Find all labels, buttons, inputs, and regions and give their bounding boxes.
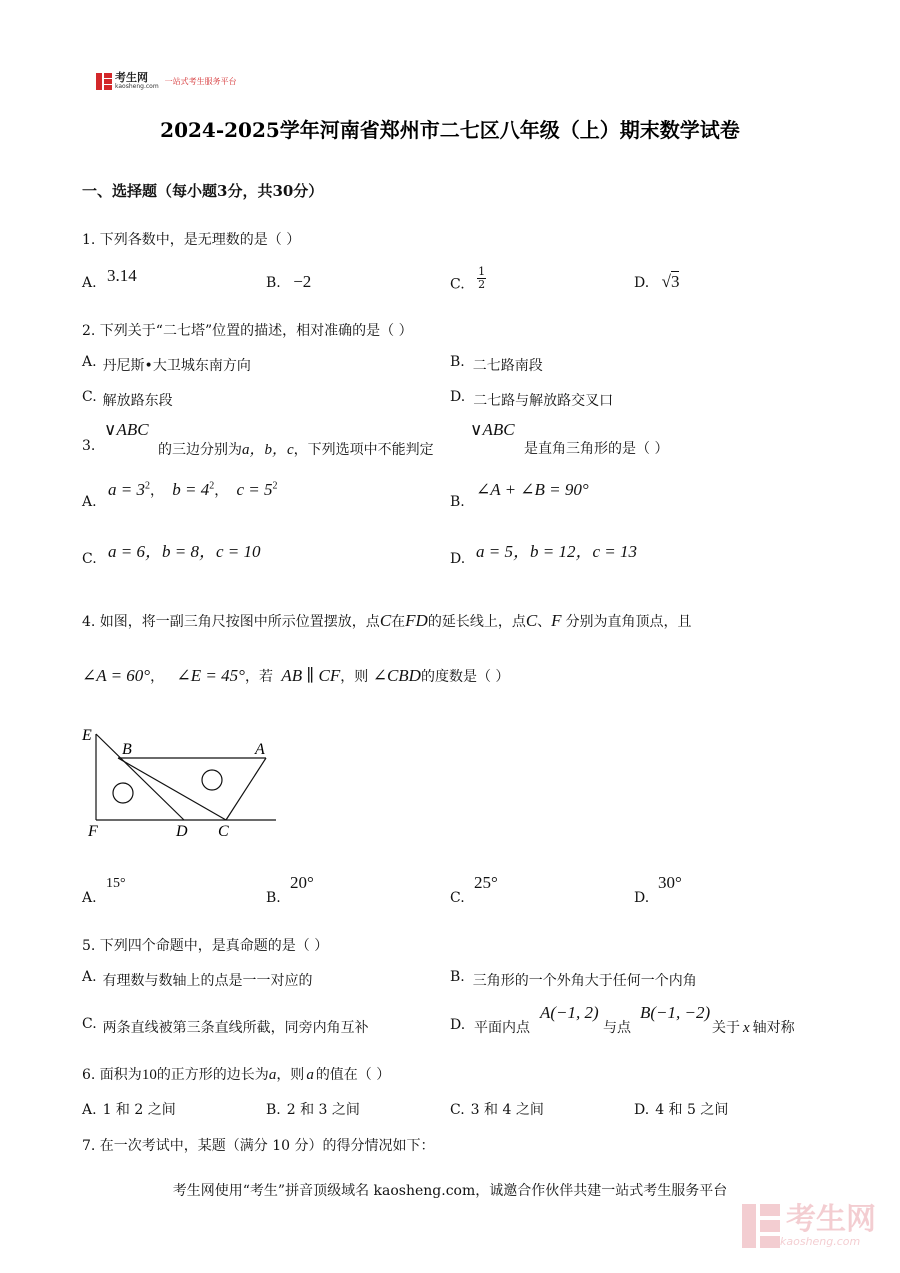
q4-d-label: D. (634, 890, 650, 906)
q3-option-c: a = 6，b = 8，c = 10 (108, 542, 261, 561)
q4-option-a: 15° (106, 876, 126, 891)
q5-stem: 5. 下列四个命题中，是真命题的是（ ） (82, 938, 329, 954)
brand-logo (96, 72, 237, 90)
q4-option-b: 20° (290, 873, 314, 892)
q3-b-label: B. (450, 494, 465, 510)
fig-hole-right (202, 770, 222, 790)
fig-label-b: B (122, 741, 132, 758)
q2-option-c: C. 解放路东段 (82, 389, 173, 409)
q1-option-c (450, 265, 486, 297)
section-heading: 一、选择题（每小题3分，共30分） (82, 182, 324, 200)
q1-stem: 1. 下列各数中，是无理数的是（ ） (82, 232, 301, 248)
q1-c-label: C. (450, 276, 465, 293)
page-title: 2024-2025学年河南省郑州市二七区八年级（上）期末数学试卷 (160, 118, 740, 142)
q5-option-a: A. 有理数与数轴上的点是一一对应的 (82, 969, 313, 989)
q5-point-b: B(−1, −2) (640, 1003, 711, 1022)
q2-stem: 2. 下列关于“二七塔”位置的描述，相对准确的是（ ） (82, 323, 413, 339)
fig-hole-left (113, 783, 133, 803)
fig-label-f: F (88, 823, 98, 840)
q7-stem: 7. 在一次考试中，某题（满分 10 分）的得分情况如下： (82, 1138, 435, 1154)
q3-stem: 的三边分别为a，b，c，下列选项中不能判定 (158, 442, 434, 458)
q4-option-d: 30° (658, 873, 682, 892)
q6-stem: 6. 面积为10的正方形的边长为a，则 a 的值在（ ） (82, 1067, 391, 1083)
q5-option-b: B. 三角形的一个外角大于任何一个内角 (450, 969, 697, 989)
fig-line-ed (96, 734, 184, 820)
q2-option-a: A. 丹尼斯•大卫城东南方向 (82, 354, 251, 374)
brand-logo-icon (96, 73, 112, 90)
logo-domain: kaosheng.com (115, 83, 159, 90)
q6-option-b: B. 2 和 3 之间 (266, 1102, 360, 1118)
q3-d-label: D. (450, 551, 466, 567)
q3-number: 3. (82, 438, 96, 454)
q1-a-value: 3.14 (107, 266, 137, 285)
q1-option-b (266, 272, 311, 292)
q1-c-denominator: 2 (478, 278, 486, 291)
q1-a-label: A. (82, 275, 97, 291)
q1-option-a (82, 266, 137, 292)
fig-line-bc (118, 758, 226, 820)
q1-b-label: B. (266, 275, 281, 291)
q1-option-d (634, 272, 679, 292)
q5-option-c: C. 两条直线被第三条直线所截，同旁内角互补 (82, 1016, 369, 1036)
q4-stem-line2: ∠A = 60°， ∠E = 45°，若 AB ∥ CF，则 ∠CBD的度数是（ ） (82, 666, 510, 685)
q1-b-value: −2 (293, 272, 312, 291)
sqrt-icon: √ (661, 272, 671, 291)
q3-stem-end: 是直角三角形的是（ ） (524, 441, 669, 457)
q1-d-value: √3 (661, 272, 680, 291)
q2-option-b: B. 二七路南段 (450, 354, 543, 374)
q1-d-label: D. (634, 275, 650, 291)
q4-c-label: C. (450, 890, 465, 906)
q1-c-fraction (477, 266, 486, 291)
q6-option-d: D. 4 和 5 之间 (634, 1102, 729, 1118)
watermark-domain: kaosheng.com (780, 1234, 861, 1248)
q6-option-a: A. 1 和 2 之间 (82, 1102, 176, 1118)
q3-a-label: A. (82, 494, 97, 510)
fig-label-e: E (82, 727, 92, 744)
q1-c-numerator: 1 (478, 265, 486, 278)
logo-name: 考生网 (115, 71, 148, 84)
q5-point-a: A(−1, 2) (540, 1003, 599, 1022)
watermark-name: 考生网 (786, 1201, 876, 1237)
q3-option-d: a = 5，b = 12，c = 13 (476, 542, 637, 561)
q3-option-b: ∠A + ∠B = 90° (476, 480, 589, 499)
q5-d-mid: 与点 (603, 1020, 631, 1036)
q4-a-label: A. (82, 890, 97, 906)
logo-slogan: 一站式考生服务平台 (164, 76, 237, 86)
fig-label-d: D (176, 823, 188, 840)
q3-triangle-2: ∨ABC (470, 420, 515, 439)
q5-d-end: 关于 x 轴对称 (712, 1020, 795, 1036)
q4-option-c: 25° (474, 873, 498, 892)
fig-label-a: A (255, 741, 265, 758)
q5-option-d: 平面内点 (474, 1020, 530, 1036)
q2-option-d: D. 二七路与解放路交叉口 (450, 389, 614, 409)
fig-label-c: C (218, 823, 229, 840)
footer-text: 考生网使用“考生”拼音顶级域名 kaosheng.com，诚邀合作伙伴共建一站式考生服务平台 (172, 1183, 728, 1199)
watermark (742, 1201, 876, 1248)
q5-d-label: D. (450, 1017, 466, 1033)
q3-triangle-1: ∨ABC (104, 420, 149, 439)
q4-figure (78, 722, 288, 844)
q3-option-a: $a = 3^2$， $b = 4^2$， $c = 5^2$ (108, 480, 278, 499)
q4-b-label: B. (266, 890, 281, 906)
q3-c-label: C. (82, 551, 97, 567)
fig-line-ac (226, 758, 266, 820)
q4-stem-line1: 4. 如图，将一副三角尺按图中所示位置摆放，点C在FD的延长线上，点C、F 分别为直角顶点，且 (82, 611, 692, 630)
watermark-logo-icon (742, 1204, 780, 1248)
q6-option-c: C. 3 和 4 之间 (450, 1102, 544, 1118)
